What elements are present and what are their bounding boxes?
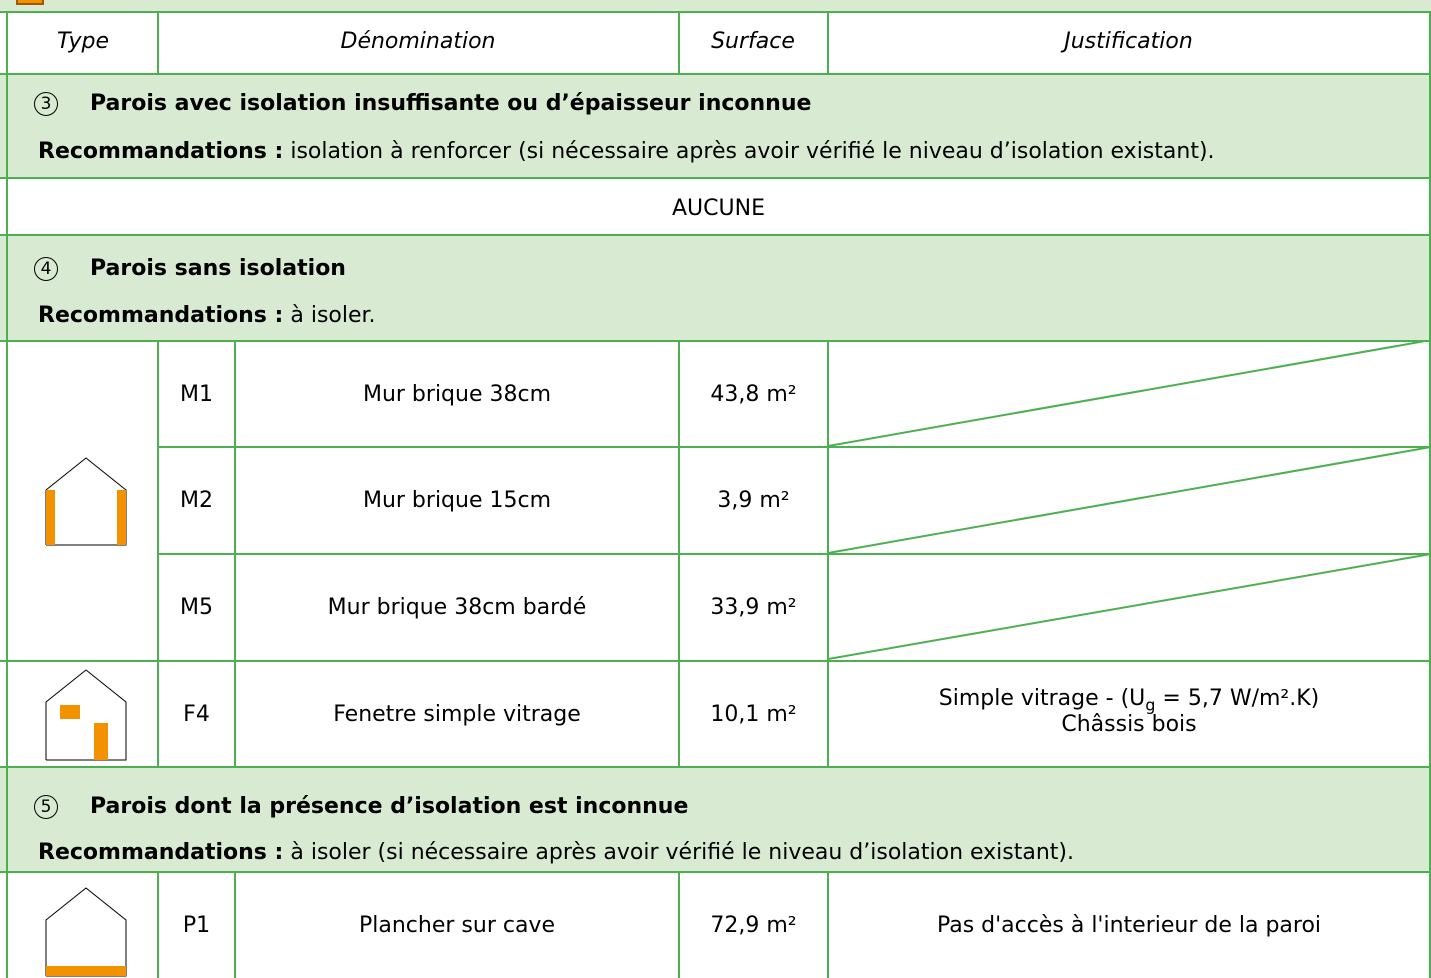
row-m2-code: M2	[180, 488, 213, 513]
row-m2-surface: 3,9 m²	[717, 488, 790, 513]
section5-reco-label: Recommandations :	[38, 840, 284, 865]
house-floor-icon	[44, 886, 128, 978]
section3-title: Parois avec isolation insuffisante ou d’épaisseur inconnue	[90, 91, 812, 116]
row-m1-surface: 43,8 m²	[710, 381, 797, 407]
section4-reco-label: Recommandations :	[38, 303, 284, 328]
row-f4-name: Fenetre simple vitrage	[333, 701, 581, 727]
section4-recommendation	[38, 305, 376, 327]
header-surface: Surface	[711, 29, 795, 54]
section3-number: 3	[34, 92, 58, 116]
row-f4-code: F4	[183, 701, 210, 727]
row-p1-code: P1	[182, 913, 211, 938]
header-type: Type	[56, 29, 110, 54]
row-m5-surface: 33,9 m²	[710, 595, 797, 620]
section4-reco-text: à isoler.	[283, 303, 376, 328]
section4-number: 4	[34, 257, 58, 281]
row-m5-code: M5	[180, 595, 213, 620]
logo-fragment	[16, 0, 44, 5]
section3-reco-label: Recommandations :	[38, 139, 284, 164]
row-m1-name: Mur brique 38cm	[362, 381, 552, 407]
row-m2-name: Mur brique 15cm	[362, 488, 552, 513]
row-f4-surface: 10,1 m²	[710, 701, 797, 727]
section3-reco-text: isolation à renforcer (si nécessaire après avoir vérifié le niveau d’isolation existant).	[283, 139, 1215, 164]
house-windows-icon	[44, 668, 128, 762]
row-p1-surface: 72,9 m²	[710, 913, 797, 938]
section5-number: 5	[34, 795, 58, 819]
section3-empty: AUCUNE	[672, 196, 765, 221]
header-denomination: Dénomination	[340, 29, 496, 54]
section5-recommendation	[38, 842, 1074, 864]
row-m1-code: M1	[180, 381, 213, 407]
row-p1-justification: Pas d'accès à l'interieur de la paroi	[936, 913, 1322, 938]
row-f4-justification-line2: Châssis bois	[1061, 712, 1197, 738]
section4-title: Parois sans isolation	[90, 256, 346, 281]
header-justification: Justification	[1064, 29, 1193, 54]
section5-title: Parois dont la présence d’isolation est inconnue	[90, 794, 689, 819]
row-p1-name: Plancher sur cave	[359, 913, 555, 938]
empty-justification-strikes	[828, 340, 1431, 662]
section5-reco-text: à isoler (si nécessaire après avoir vérifié le niveau d’isolation existant).	[283, 840, 1075, 865]
section3-recommendation	[38, 141, 1215, 163]
row-m5-name: Mur brique 38cm bardé	[327, 595, 587, 620]
row-f4-justification	[829, 686, 1429, 738]
row-f4-justification-line1: Simple vitrage - ($U_g = 5,7$ W/m².K)	[938, 686, 1320, 715]
house-walls-icon	[44, 456, 128, 546]
